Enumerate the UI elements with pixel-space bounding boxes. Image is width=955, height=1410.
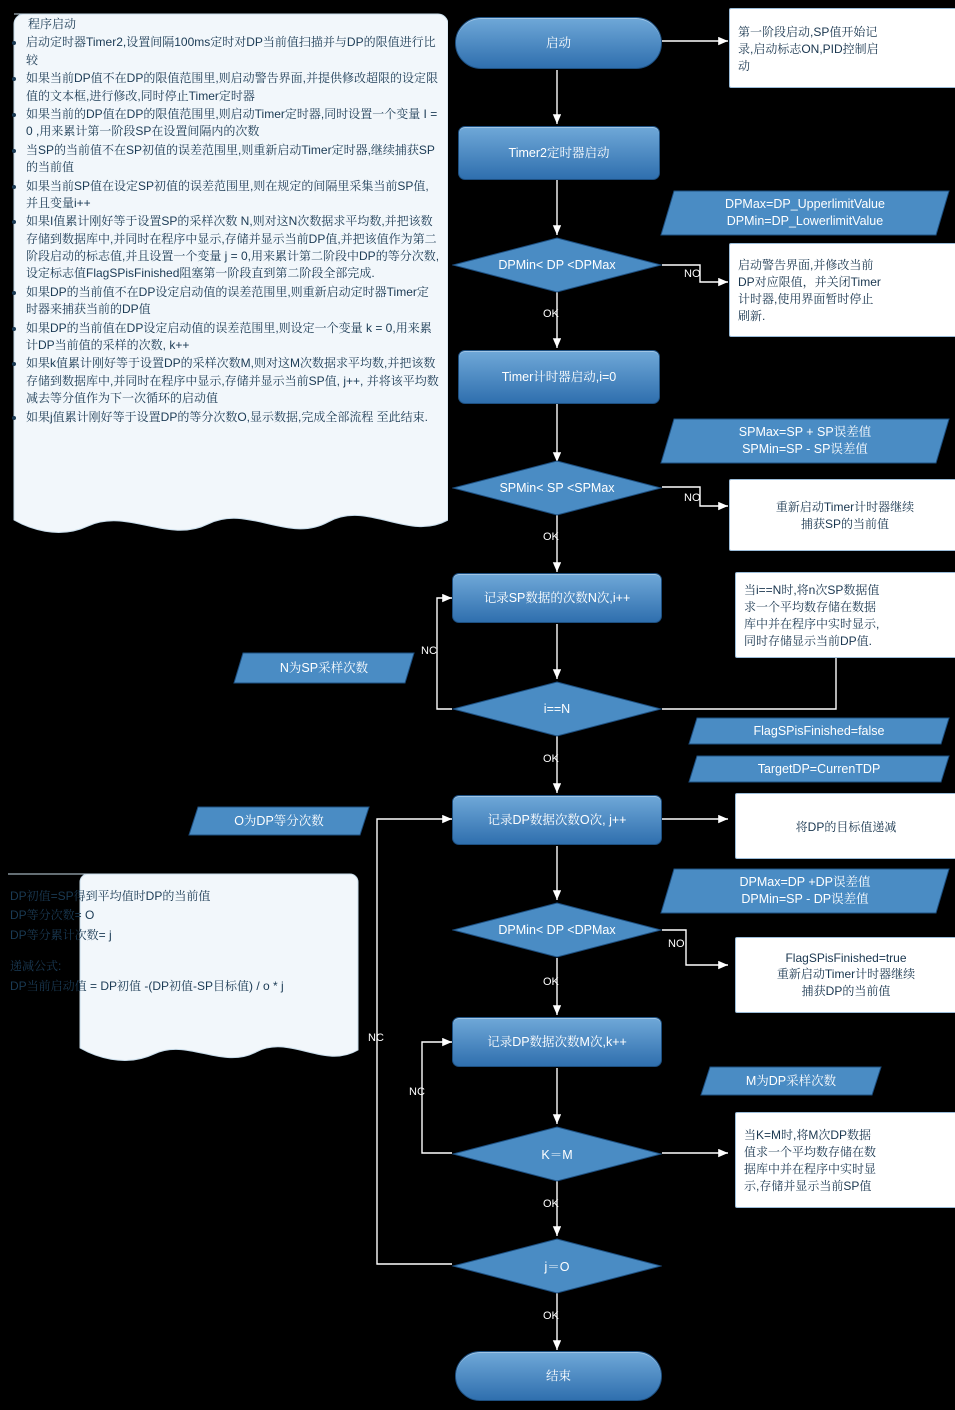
edge-label-dp-ok: OK [543, 308, 559, 320]
edge-label-dp-no: NO [684, 268, 701, 280]
note-line: 录,启动标志ON,PID控制启 [738, 41, 879, 56]
comment-bottom-line: DP初值=SP得到平均值时DP的当前值 [10, 889, 211, 903]
note-sp-out-of-range [729, 479, 955, 551]
note-dp2-out-of-range [735, 937, 955, 1013]
node-dp-range-check-label: DPMin< DP <DPMax [498, 258, 616, 272]
data-target-dp[interactable] [688, 755, 950, 783]
comment-bottom-line: DP等分次数= O [10, 908, 95, 923]
node-timer2-start[interactable]: Timer2定时器启动 [458, 126, 660, 180]
note-dp-out-of-range [729, 243, 955, 337]
data-flag-false-label: FlagSPisFinished=false [753, 723, 885, 738]
node-dp-range-check[interactable] [452, 237, 662, 293]
note-k-equals-m [735, 1112, 955, 1208]
edge-label-dp2-ok: OK [543, 976, 559, 988]
node-record-sp-count[interactable]: 记录SP数据的次数N次,i++ [452, 573, 662, 623]
comment-top-list [10, 34, 440, 426]
comment-bottom-line: DP等分累计次数= j [10, 927, 112, 942]
note-line: 计时器,使用界面暂时停止 [738, 292, 874, 306]
note-i-equals-n [735, 572, 955, 658]
comment-block-bottom [0, 872, 360, 1084]
node-j-equals-o-label: j＝O [544, 1260, 570, 1274]
note-start [729, 8, 955, 88]
node-sp-range-check-label: SPMin< SP <SPMax [499, 481, 615, 495]
note-line: 捕获SP的当前值 [800, 517, 889, 531]
node-end[interactable]: 结束 [455, 1351, 662, 1401]
line: DPMax=DP_UpperlimitValue [725, 197, 885, 212]
note-line: 动 [738, 58, 751, 73]
data-dp-limits[interactable] [660, 190, 950, 236]
data-m-sample-count-label: M为DP采样次数 [745, 1073, 837, 1088]
data-o-division-count[interactable] [188, 806, 370, 836]
data-sp-limits[interactable] [660, 418, 950, 464]
note-line: 当i==N时,将n次SP数据值 [744, 583, 880, 597]
comment-item: • 如果DP的当前值不在DP设定启动值的误差范围里,则重新启动定时器Timer定时器来捕获当前的DP值 [26, 284, 440, 319]
note-line: 据库中并在程序中实时显 [744, 1162, 877, 1176]
data-o-division-count-label: O为DP等分次数 [234, 813, 324, 828]
note-line: 求一个平均数存储在数据 [744, 600, 877, 614]
edge-label-k-ok: OK [543, 1198, 559, 1210]
node-k-equals-m-label: K＝M [541, 1148, 573, 1162]
note-line: 启动警告界面,并修改当前 [738, 258, 874, 272]
data-target-dp-label: TargetDP=CurrenTDP [757, 761, 881, 776]
comment-item: • 如果当前DP值不在DP的限值范围里,则启动警告界面,并提供修改超限的设定限值的文本框,进行修改,同时停止Timer定时器 [26, 70, 440, 105]
line: DPMin=SP - DP误差值 [741, 892, 869, 906]
data-dp-limits-label [660, 190, 950, 236]
note-line: 当K=M时,将M次DP数据 [744, 1128, 872, 1142]
note-line: 示,存储并显示当前SP值 [744, 1179, 872, 1193]
comment-top-head: 程序启动 [28, 17, 77, 31]
note-line: FlagSPisFinished=true [785, 951, 907, 965]
data-flag-false[interactable] [688, 717, 950, 745]
node-timer-start[interactable]: Timer计时器启动,i=0 [458, 350, 660, 404]
node-i-equals-n-label: i==N [543, 702, 571, 716]
comment-item: • 启动定时器Timer2,设置间隔100ms定时对DP当前值扫描并与DP的限值进行比较 [26, 34, 440, 69]
comment-item: • 如果当前的DP值在DP的限值范围里,则启动Timer定时器,同时设置一个变量 I = 0 ,用来累计第一阶段SP在设置间隔内的次数 [26, 106, 440, 141]
edge-label-sp-ok: OK [543, 531, 559, 543]
edge-label-k-nc: NC [409, 1086, 425, 1098]
line: SPMax=SP + SP误差值 [738, 425, 872, 440]
data-dp-error[interactable] [660, 868, 950, 914]
note-line: 同时存储显示当前DP值. [744, 634, 873, 648]
edge-label-sp-no: NO [684, 492, 701, 504]
data-dp-error-label [660, 868, 950, 914]
data-n-sample-count-label: N为SP采样次数 [279, 660, 369, 675]
comment-item: • 如果DP的当前值在DP设定启动值的误差范围里,则设定一个变量 k = 0,用来累计DP当前值的采样的次数, k++ [26, 320, 440, 355]
line: DPMax=DP +DP误差值 [739, 875, 871, 890]
data-sp-limits-label [660, 418, 950, 464]
comment-item: • 当SP的当前值不在SP初值的误差范围里,则重新启动Timer定时器,继续捕获SP的当前值 [26, 142, 440, 177]
note-decrease-target: 将DP的目标值递减 [735, 793, 955, 859]
note-line: DP对应限值，并关闭Timer [738, 275, 881, 289]
edge-label-i-ok: OK [543, 753, 559, 765]
data-m-sample-count[interactable] [700, 1066, 882, 1096]
comment-item: • 如果k值累计刚好等于设置DP的采样次数M,则对这M次数据求平均数,并把该数存储到数据库中,并同时在程序中显示,存储并显示当前SP值, j++, 并将该平均数减去等分值作为下一次循环的启动值 [26, 355, 440, 407]
line: DPMin=DP_LowerlimitValue [726, 214, 884, 228]
edge-label-j-ok: OK [543, 1310, 559, 1322]
note-line: 库中并在程序中实时显示, [744, 617, 880, 631]
line: SPMin=SP - SP误差值 [742, 442, 868, 456]
node-record-dp-o[interactable]: 记录DP数据次数O次, j++ [452, 795, 662, 845]
comment-item: • 如果j值累计刚好等于设置DP的等分次数O,显示数据,完成全部流程 至此结束. [26, 409, 440, 426]
note-line: 第一阶段启动,SP值开始记 [738, 24, 878, 39]
comment-bottom-line: 递减公式: [10, 959, 62, 974]
note-line: 重新启动Timer计时器继续 [776, 967, 916, 981]
comment-item: • 如果当前SP值在设定SP初值的误差范围里,则在规定的间隔里采集当前SP值,并且变量i++ [26, 178, 440, 213]
data-n-sample-count[interactable] [233, 652, 415, 684]
note-line: 重新启动Timer计时器继续 [775, 500, 915, 514]
node-j-equals-o[interactable] [452, 1238, 662, 1294]
node-i-equals-n[interactable] [452, 681, 662, 737]
node-dp-range-check-2-label: DPMin< DP <DPMax [498, 923, 616, 937]
node-dp-range-check-2[interactable] [452, 902, 662, 958]
edge-label-dp2-no: NO [668, 938, 685, 950]
node-record-dp-m[interactable]: 记录DP数据次数M次,k++ [452, 1017, 662, 1067]
node-k-equals-m[interactable] [452, 1126, 662, 1182]
note-line: 值求一个平均数存储在数 [744, 1145, 877, 1159]
note-line: 刷新. [738, 309, 766, 323]
note-line: 捕获DP的当前值 [801, 984, 891, 998]
comment-bottom-spacer [10, 946, 358, 956]
edge-label-j-nc: NC [368, 1032, 384, 1044]
node-start[interactable]: 启动 [455, 17, 662, 69]
node-sp-range-check[interactable] [452, 460, 662, 516]
comment-block-top [4, 10, 448, 558]
comment-item: • 如果I值累计刚好等于设置SP的采样次数 N,则对这N次数据求平均数,并把该数存储到数据库中,并同时在程序中显示,存储并显示当前DP值,并把该值作为第二阶段启动的标志值,并且设置一个变量 j = 0,用来累计第二阶段中DP的等分次数,设定标志值FlagSPisFinished阻塞第一阶段直到第二阶段全部完成. [26, 213, 440, 283]
comment-bottom-line: DP当前启动值 = DP初值 -(DP初值-SP目标值) / o * j [10, 978, 284, 993]
edge-label-i-nc: NC [421, 645, 437, 657]
